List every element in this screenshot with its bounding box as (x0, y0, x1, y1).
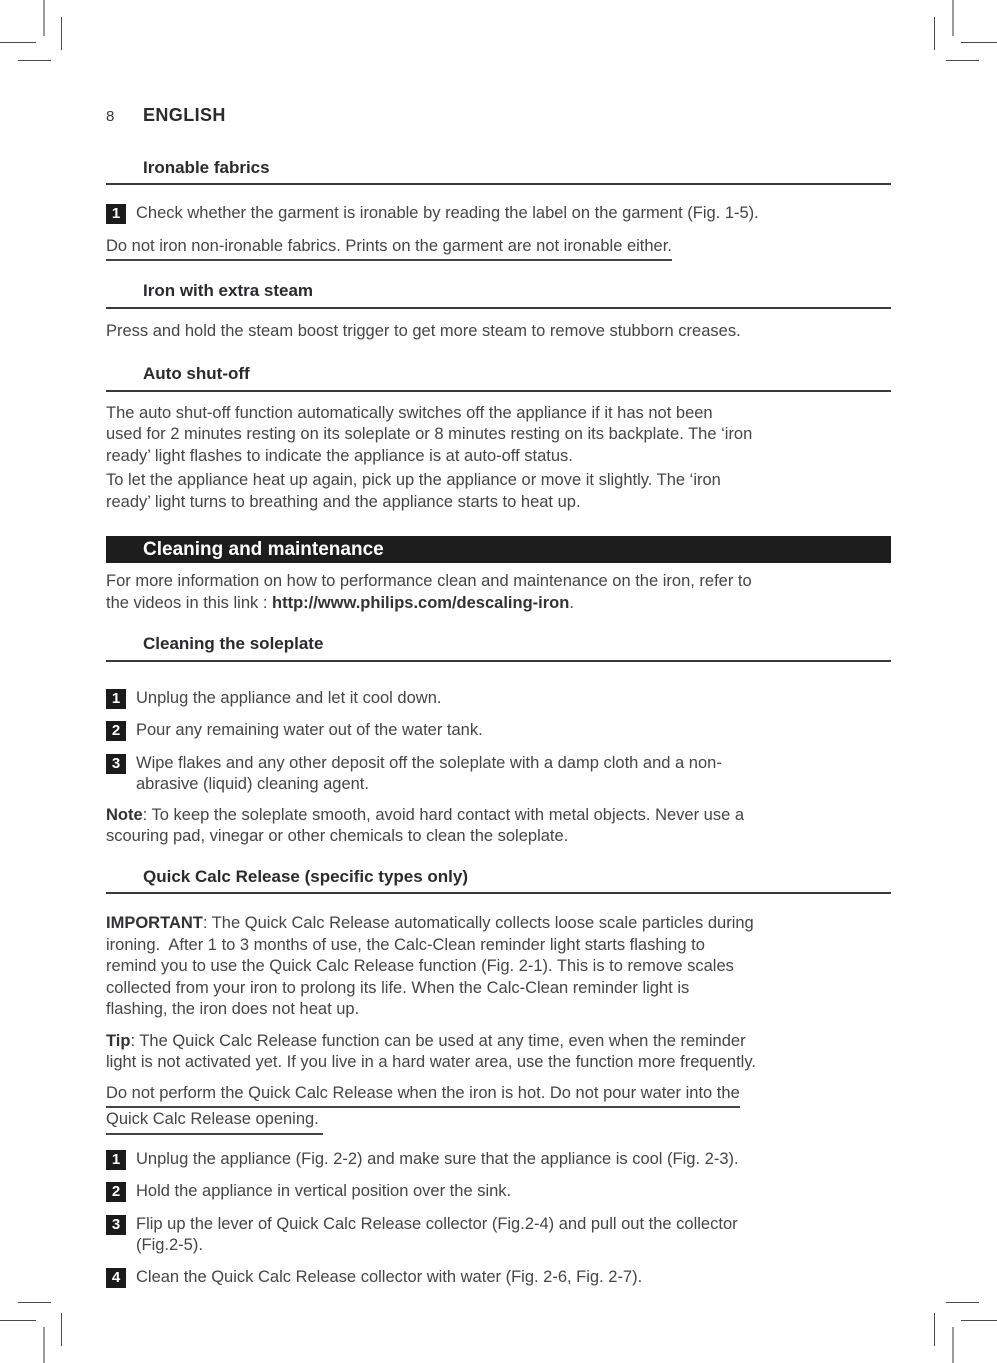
crop-mark (18, 1302, 51, 1303)
heading-iron-extra-steam: Iron with extra steam (106, 280, 891, 309)
step-text: Wipe flakes and any other deposit off the soleplate with a damp cloth and a non- abrasive (liquid) cleaning agent. (136, 753, 722, 793)
step-text: Hold the appliance in vertical position over the sink. (136, 1182, 512, 1200)
step-item (106, 720, 891, 742)
tip-paragraph: Tip: The Quick Calc Release function can be used at any time, even when the reminder light is not activated yet. If you live in a hard water area, use the function more frequently. (106, 1031, 756, 1071)
step-item (106, 203, 891, 225)
crop-mark (961, 1320, 997, 1321)
paragraph-auto-shutoff-1: The auto shut-off function automatically switches off the appliance if it has not been used for 2 minutes resting on its soleplate or 8 minutes resting on its backplate. The ‘iron ready’ light flashes to indicate the appliance is at auto-off status. (106, 403, 753, 465)
step-number-badge: 3 (106, 1215, 126, 1235)
step-text: Flip up the lever of Quick Calc Release collector (Fig.2-4) and pull out the collector (Fig.2-5). (136, 1214, 738, 1254)
crop-mark (934, 17, 935, 50)
paragraph-cleaning-intro: For more information on how to performance clean and maintenance on the iron, refer to the videos in this link : http://www.philips.com/descaling-iron. (106, 572, 752, 612)
step-number-badge: 3 (106, 754, 126, 774)
warning-text: Do not iron non-ironable fabrics. Prints on the garment are not ironable either. (106, 236, 672, 262)
section-banner-cleaning-maintenance (106, 536, 891, 563)
warning-ironable (106, 236, 891, 262)
page-header (106, 105, 891, 128)
step-number-badge: 2 (106, 721, 126, 741)
paragraph-extra-steam: Press and hold the steam boost trigger to get more steam to remove stubborn creases. (106, 321, 741, 340)
step-number-badge: 1 (106, 689, 126, 709)
language-title: ENGLISH (143, 105, 226, 125)
step-item (106, 1149, 891, 1171)
note-label: Note (106, 805, 143, 824)
step-text: Check whether the garment is ironable by reading the label on the garment (Fig. 1-5). (136, 204, 759, 222)
step-item (106, 1214, 891, 1257)
step-text: Unplug the appliance and let it cool down. (136, 688, 442, 707)
step-text: Clean the Quick Calc Release collector with water (Fig. 2-6, Fig. 2-7). (136, 1267, 643, 1286)
crop-mark (0, 1320, 36, 1321)
crop-mark (946, 60, 979, 61)
crop-mark (952, 1327, 954, 1363)
step-item (106, 1267, 891, 1289)
page-content (106, 105, 891, 1288)
crop-mark (0, 42, 36, 43)
step-item (106, 1181, 891, 1203)
crop-mark (61, 1313, 62, 1346)
warning-quick-calc: Do not perform the Quick Calc Release when the iron is hot. Do not pour water into the Quick Calc Release opening. (106, 1083, 891, 1135)
crop-mark (946, 1302, 979, 1303)
crop-mark (43, 1327, 45, 1363)
step-number-badge: 2 (106, 1182, 126, 1202)
step-number-badge: 1 (106, 204, 126, 224)
crop-mark (961, 42, 997, 43)
crop-mark (18, 60, 51, 61)
crop-mark (43, 0, 45, 36)
step-item (106, 753, 891, 796)
paragraph-auto-shutoff-2: To let the appliance heat up again, pick up the appliance or move it slightly. The ‘iron ready’ light turns to breathing and the appliance starts to heat up. (106, 471, 721, 511)
crop-mark (61, 17, 62, 50)
step-item (106, 688, 891, 710)
note-paragraph: Note: To keep the soleplate smooth, avoid hard contact with metal objects. Never use a scouring pad, vinegar or other chemicals to clean the soleplate. (106, 805, 745, 845)
step-text: Pour any remaining water out of the water tank. (136, 721, 483, 739)
heading-auto-shutoff: Auto shut-off (106, 363, 891, 392)
banner-title: Cleaning and maintenance (143, 538, 384, 560)
heading-quick-calc-release: Quick Calc Release (specific types only) (106, 866, 891, 895)
step-number-badge: 1 (106, 1150, 126, 1170)
tip-label: Tip (106, 1031, 131, 1050)
crop-mark (934, 1313, 935, 1346)
step-text: Unplug the appliance (Fig. 2-2) and make sure that the appliance is cool (Fig. 2-3). (136, 1149, 739, 1168)
page-number: 8 (106, 108, 115, 125)
step-number-badge: 4 (106, 1268, 126, 1288)
important-paragraph: IMPORTANT: The Quick Calc Release automatically collects loose scale particles during ironing. After 1 to 3 months of use, the Calc-Clean reminder light starts flashing to remind you to use the Quick Calc Release function (Fig. 2-1). This is to remove scales collected from your iron to prolong its life. When the Calc-Clean reminder light is flashing, the iron does not heat up. (106, 914, 754, 1018)
important-label: IMPORTANT (106, 914, 203, 932)
heading-cleaning-soleplate: Cleaning the soleplate (106, 633, 891, 662)
heading-ironable-fabrics: Ironable fabrics (106, 157, 891, 186)
descaling-url: http://www.philips.com/descaling-iron (272, 593, 570, 612)
crop-mark (952, 0, 954, 36)
